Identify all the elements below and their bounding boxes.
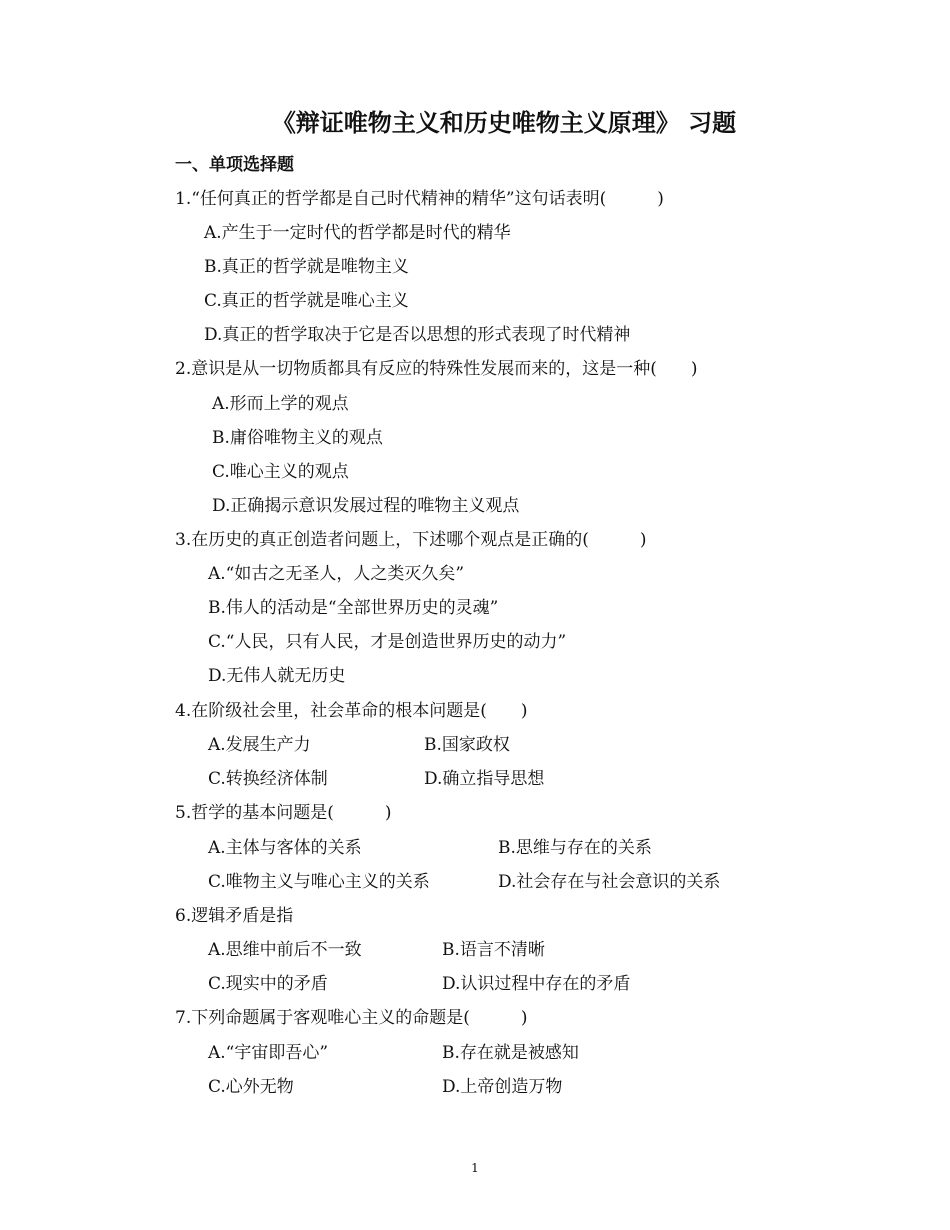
question-5-stem: 5.哲学的基本问题是( ) bbox=[175, 803, 392, 823]
question-5-option-c: C.唯物主义与唯心主义的关系 bbox=[208, 872, 430, 892]
question-3-option-c: C.“人民，只有人民，才是创造世界历史的动力” bbox=[208, 632, 567, 652]
question-4-option-a: A.发展生产力 bbox=[208, 735, 311, 755]
question-2-option-d: D.正确揭示意识发展过程的唯物主义观点 bbox=[212, 496, 520, 516]
question-4-option-d: D.确立指导思想 bbox=[424, 769, 545, 789]
question-5-option-d: D.社会存在与社会意识的关系 bbox=[498, 872, 721, 892]
question-1-option-b: B.真正的哲学就是唯物主义 bbox=[204, 257, 409, 277]
question-2-option-c: C.唯心主义的观点 bbox=[212, 462, 349, 482]
question-5-option-a: A.主体与客体的关系 bbox=[208, 838, 362, 858]
question-7-stem: 7.下列命题属于客观唯心主义的命题是( ) bbox=[175, 1008, 528, 1028]
question-6-option-a: A.思维中前后不一致 bbox=[208, 940, 362, 960]
question-2-stem: 2.意识是从一切物质都具有反应的特殊性发展而来的，这是一种( ) bbox=[175, 359, 698, 379]
question-7-option-d: D.上帝创造万物 bbox=[442, 1077, 563, 1097]
question-7-option-c: C.心外无物 bbox=[208, 1077, 294, 1097]
question-2-option-b: B.庸俗唯物主义的观点 bbox=[212, 428, 383, 448]
question-6-option-b: B.语言不清晰 bbox=[442, 940, 545, 960]
question-7-option-a: A.“宇宙即吾心” bbox=[208, 1043, 329, 1063]
question-4-option-c: C.转换经济体制 bbox=[208, 769, 328, 789]
section-heading: 一、单项选择题 bbox=[175, 155, 294, 175]
question-7-option-b: B.存在就是被感知 bbox=[442, 1043, 579, 1063]
page-number: 1 bbox=[471, 1161, 479, 1175]
question-3-stem: 3.在历史的真正创造者问题上，下述哪个观点是正确的( ) bbox=[175, 530, 647, 550]
question-6-option-c: C.现实中的矛盾 bbox=[208, 974, 328, 994]
question-6-option-d: D.认识过程中存在的矛盾 bbox=[442, 974, 631, 994]
question-2-option-a: A.形而上学的观点 bbox=[212, 394, 349, 414]
question-4-stem: 4.在阶级社会里，社会革命的根本问题是( ) bbox=[175, 701, 528, 721]
document-title: 《辩证唯物主义和历史唯物主义原理》 习题 bbox=[271, 109, 737, 137]
question-1-option-c: C.真正的哲学就是唯心主义 bbox=[204, 291, 409, 311]
question-3-option-a: A.“如古之无圣人，人之类灭久矣” bbox=[208, 564, 465, 584]
question-4-option-b: B.国家政权 bbox=[424, 735, 510, 755]
question-3-option-b: B.伟人的活动是“全部世界历史的灵魂” bbox=[208, 598, 499, 618]
question-6-stem: 6.逻辑矛盾是指 bbox=[175, 906, 294, 926]
question-1-option-d: D.真正的哲学取决于它是否以思想的形式表现了时代精神 bbox=[204, 325, 631, 345]
question-3-option-d: D.无伟人就无历史 bbox=[208, 666, 346, 686]
question-1-stem: 1.“任何真正的哲学都是自己时代精神的精华”这句话表明( ) bbox=[175, 189, 664, 209]
question-5-option-b: B.思维与存在的关系 bbox=[498, 838, 652, 858]
question-1-option-a: A.产生于一定时代的哲学都是时代的精华 bbox=[204, 223, 511, 243]
